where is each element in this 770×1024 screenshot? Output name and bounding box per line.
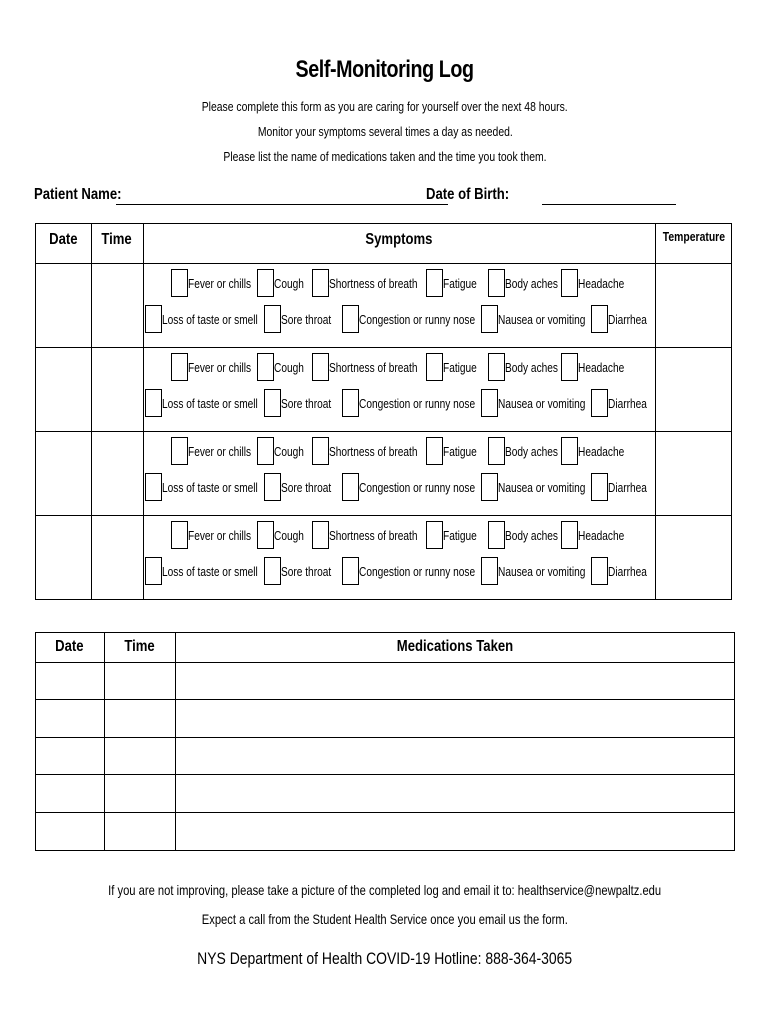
intro-line: Monitor your symptoms several times a day as needed. bbox=[257, 124, 513, 139]
symptom-checkbox[interactable] bbox=[488, 353, 505, 381]
symptom-checkbox[interactable] bbox=[312, 353, 329, 381]
symptom-checkbox[interactable] bbox=[591, 473, 608, 501]
symptom-option-label: Nausea or vomiting bbox=[498, 396, 586, 411]
symptom-checkbox[interactable] bbox=[561, 521, 578, 549]
symptom-checkbox-line bbox=[35, 353, 655, 383]
intro-text bbox=[0, 99, 770, 174]
symptom-option-label: Headache bbox=[578, 360, 625, 375]
symptom-checkbox[interactable] bbox=[257, 353, 274, 381]
symptom-checkbox[interactable] bbox=[264, 389, 281, 417]
symptom-checkbox-line bbox=[35, 269, 655, 299]
symptom-option-label: Loss of taste or smell bbox=[162, 396, 258, 411]
symptom-checkbox[interactable] bbox=[481, 557, 498, 585]
symptom-checkbox[interactable] bbox=[342, 557, 359, 585]
symptom-checkbox[interactable] bbox=[312, 521, 329, 549]
symptom-option-label: Body aches bbox=[505, 444, 558, 459]
medications-header-date: Date bbox=[55, 638, 84, 655]
symptom-option-label: Nausea or vomiting bbox=[498, 480, 586, 495]
symptom-checkbox[interactable] bbox=[145, 557, 162, 585]
symptom-option-label: Loss of taste or smell bbox=[162, 564, 258, 579]
symptom-checkbox-line bbox=[35, 437, 655, 467]
patient-name-label: Patient Name: bbox=[34, 186, 122, 203]
symptom-checkbox[interactable] bbox=[145, 305, 162, 333]
form-title: Self-Monitoring Log bbox=[295, 56, 475, 83]
footer-call-note: Expect a call from the Student Health Service once you email us the form. bbox=[201, 911, 569, 927]
symptom-checkbox[interactable] bbox=[264, 305, 281, 333]
symptom-checkbox[interactable] bbox=[561, 269, 578, 297]
symptom-option-label: Headache bbox=[578, 444, 625, 459]
symptom-option-label: Cough bbox=[274, 444, 304, 459]
symptom-checkbox[interactable] bbox=[481, 389, 498, 417]
symptom-checkbox[interactable] bbox=[145, 473, 162, 501]
symptom-checkbox[interactable] bbox=[591, 389, 608, 417]
symptom-checkbox-line bbox=[35, 389, 655, 419]
symptom-option-label: Sore throat bbox=[281, 564, 332, 579]
symptom-checkbox[interactable] bbox=[426, 353, 443, 381]
symptom-option-label: Fever or chills bbox=[188, 528, 252, 543]
symptom-option-label: Fatigue bbox=[443, 276, 477, 291]
symptom-option-label: Fatigue bbox=[443, 444, 477, 459]
symptom-checkbox[interactable] bbox=[481, 473, 498, 501]
symptom-checkbox[interactable] bbox=[488, 521, 505, 549]
symptom-checkbox[interactable] bbox=[591, 305, 608, 333]
symptom-checkbox[interactable] bbox=[342, 473, 359, 501]
symptoms-header-temperature: Temperature bbox=[662, 229, 726, 244]
symptom-checkbox[interactable] bbox=[171, 521, 188, 549]
symptom-option-label: Fatigue bbox=[443, 360, 477, 375]
symptoms-table bbox=[35, 223, 732, 600]
symptom-option-label: Cough bbox=[274, 276, 304, 291]
symptom-option-label: Cough bbox=[274, 528, 304, 543]
symptom-option-label: Congestion or runny nose bbox=[359, 396, 476, 411]
medications-header-medications: Medications Taken bbox=[396, 638, 513, 655]
symptom-checkbox-line bbox=[35, 521, 655, 551]
symptom-option-label: Shortness of breath bbox=[329, 360, 418, 375]
symptom-option-label: Loss of taste or smell bbox=[162, 480, 258, 495]
symptom-option-label: Diarrhea bbox=[608, 480, 647, 495]
symptom-option-label: Headache bbox=[578, 528, 625, 543]
symptom-checkbox[interactable] bbox=[171, 269, 188, 297]
symptom-checkbox[interactable] bbox=[488, 437, 505, 465]
symptom-checkbox[interactable] bbox=[264, 473, 281, 501]
symptoms-header-symptoms: Symptoms bbox=[365, 231, 433, 248]
symptom-option-label: Congestion or runny nose bbox=[359, 312, 476, 327]
symptom-option-label: Loss of taste or smell bbox=[162, 312, 258, 327]
symptom-checkbox[interactable] bbox=[312, 437, 329, 465]
symptom-option-label: Cough bbox=[274, 360, 304, 375]
symptom-option-label: Shortness of breath bbox=[329, 528, 418, 543]
symptom-option-label: Nausea or vomiting bbox=[498, 564, 586, 579]
footer-email-instruction: If you are not improving, please take a picture of the completed log and email it to: healthservice@newpaltz.edu bbox=[108, 882, 662, 898]
date-of-birth-label: Date of Birth: bbox=[426, 186, 510, 203]
med-row[interactable] bbox=[35, 813, 734, 850]
symptom-option-label: Nausea or vomiting bbox=[498, 312, 586, 327]
symptom-option-label: Congestion or runny nose bbox=[359, 480, 476, 495]
symptom-option-label: Fever or chills bbox=[188, 444, 252, 459]
med-row[interactable] bbox=[35, 700, 734, 737]
symptom-option-label: Fever or chills bbox=[188, 276, 252, 291]
symptom-option-label: Headache bbox=[578, 276, 625, 291]
symptom-option-label: Sore throat bbox=[281, 312, 332, 327]
symptom-checkbox-line bbox=[35, 557, 655, 587]
symptom-option-label: Body aches bbox=[505, 276, 558, 291]
symptom-checkbox[interactable] bbox=[561, 437, 578, 465]
symptom-option-label: Diarrhea bbox=[608, 564, 647, 579]
symptom-checkbox[interactable] bbox=[488, 269, 505, 297]
symptom-option-label: Diarrhea bbox=[608, 312, 647, 327]
intro-line: Please complete this form as you are caring for yourself over the next 48 hours. bbox=[202, 99, 568, 114]
medications-table bbox=[35, 632, 735, 851]
symptom-checkbox[interactable] bbox=[145, 389, 162, 417]
date-of-birth-field[interactable] bbox=[542, 204, 676, 205]
symptom-checkbox[interactable] bbox=[257, 437, 274, 465]
intro-line: Please list the name of medications taken and the time you took them. bbox=[223, 149, 547, 164]
symptom-checkbox[interactable] bbox=[481, 305, 498, 333]
symptom-checkbox[interactable] bbox=[171, 353, 188, 381]
symptom-checkbox[interactable] bbox=[171, 437, 188, 465]
symptom-option-label: Fever or chills bbox=[188, 360, 252, 375]
symptom-option-label: Body aches bbox=[505, 360, 558, 375]
symptom-checkbox[interactable] bbox=[426, 437, 443, 465]
symptom-option-label: Sore throat bbox=[281, 480, 332, 495]
symptom-checkbox[interactable] bbox=[342, 305, 359, 333]
patient-name-field[interactable] bbox=[116, 204, 448, 205]
symptom-option-label: Shortness of breath bbox=[329, 444, 418, 459]
med-row[interactable] bbox=[35, 663, 734, 699]
symptom-checkbox-line bbox=[35, 305, 655, 335]
symptom-checkbox[interactable] bbox=[561, 353, 578, 381]
symptom-option-label: Body aches bbox=[505, 528, 558, 543]
med-row[interactable] bbox=[35, 738, 734, 774]
symptom-option-label: Shortness of breath bbox=[329, 276, 418, 291]
symptom-checkbox-line bbox=[35, 473, 655, 503]
symptom-checkbox[interactable] bbox=[426, 521, 443, 549]
symptom-checkbox[interactable] bbox=[312, 269, 329, 297]
symptoms-header-date: Date bbox=[48, 231, 78, 248]
symptoms-header-time: Time bbox=[101, 231, 133, 248]
symptom-option-label: Sore throat bbox=[281, 396, 332, 411]
symptom-checkbox[interactable] bbox=[257, 269, 274, 297]
symptom-checkbox[interactable] bbox=[426, 269, 443, 297]
symptom-option-label: Congestion or runny nose bbox=[359, 564, 476, 579]
patient-info-row bbox=[34, 186, 754, 210]
symptom-option-label: Fatigue bbox=[443, 528, 477, 543]
medications-header-time: Time bbox=[124, 638, 155, 655]
symptom-option-label: Diarrhea bbox=[608, 396, 647, 411]
symptom-checkbox[interactable] bbox=[342, 389, 359, 417]
symptom-checkbox[interactable] bbox=[257, 521, 274, 549]
symptom-checkbox[interactable] bbox=[591, 557, 608, 585]
med-row[interactable] bbox=[35, 775, 734, 812]
symptom-checkbox[interactable] bbox=[264, 557, 281, 585]
footer-hotline: NYS Department of Health COVID-19 Hotline: 888-364-3065 bbox=[197, 949, 573, 968]
